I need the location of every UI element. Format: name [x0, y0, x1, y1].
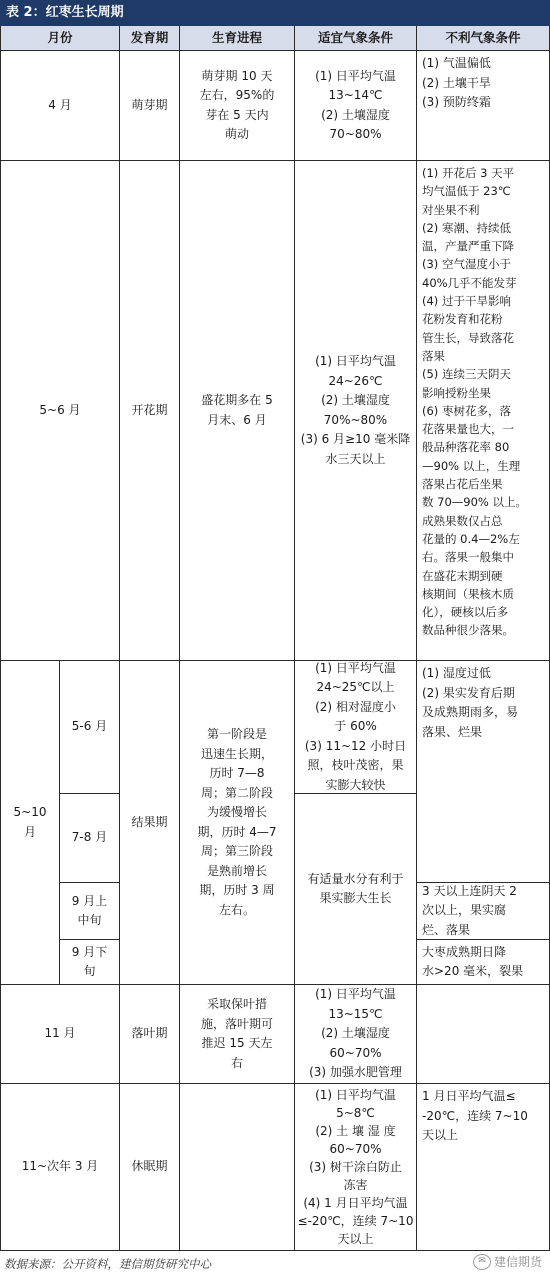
- text-line: 及成熟期雨多，易: [422, 705, 519, 719]
- suitable-cell: [295, 51, 417, 161]
- source-note: 数据来源：公开资料，建信期货研究中心: [4, 1257, 211, 1271]
- text-line: 水三天以上: [325, 451, 386, 466]
- sub-month-cell: [60, 883, 120, 940]
- stage-cell: 开花期: [120, 161, 180, 661]
- month-cell: 11 月: [0, 985, 120, 1084]
- text-line: 历时 7—8: [209, 766, 265, 780]
- text-line: -20℃，连续 7~10: [422, 1108, 528, 1123]
- text-line: 实膨大较快: [325, 777, 386, 792]
- text-line: 中旬: [77, 913, 102, 927]
- growth-cycle-table: [0, 26, 550, 1251]
- brand-logo: [473, 1253, 542, 1270]
- text-line: (4) 过于干旱影响: [422, 294, 511, 309]
- text-line: 右: [230, 1055, 243, 1070]
- text-line: 落果占花后坐果: [422, 477, 503, 492]
- month-cell: 5~6 月: [0, 161, 120, 661]
- text-line: (5) 连续三天阴天: [422, 367, 511, 382]
- text-line: 13~14℃: [328, 88, 383, 102]
- suitable-cell: [295, 661, 417, 794]
- header-stage: 发育期: [120, 26, 180, 51]
- adverse-cell: [417, 1084, 550, 1251]
- text-line: 左右。: [218, 902, 255, 917]
- text-line: 推迟 15 天左: [201, 1036, 273, 1050]
- text-line: —90% 以上，生理: [422, 458, 521, 473]
- progress-cell: [180, 51, 295, 161]
- text-line: (1) 日平均气温: [315, 354, 396, 368]
- text-line: 对坐果不利: [422, 202, 480, 217]
- text-line: 成熟果数仅占总: [422, 513, 503, 528]
- text-line: (3) 树干涂白防止: [309, 1160, 402, 1174]
- text-line: 24~25℃以上: [316, 680, 395, 695]
- header-month: 月份: [0, 26, 120, 51]
- text-line: (2) 相对湿度小: [315, 699, 396, 714]
- adverse-cell: [417, 51, 550, 161]
- text-line: 迅速生长期，: [200, 746, 273, 761]
- text-line: 70~80%: [329, 127, 382, 141]
- text-line: 60~70%: [329, 1045, 382, 1060]
- stage-cell: 休眠期: [120, 1084, 180, 1251]
- text-line: ≤-20℃，连续 7~10: [297, 1214, 414, 1228]
- text-line: 有适量水分有利于: [307, 871, 404, 886]
- text-line: 核期间（果核木质: [422, 586, 514, 601]
- text-line: 3 天以上连阴天 2: [422, 883, 517, 898]
- text-line: (2) 土壤湿度: [321, 393, 390, 407]
- text-line: 40%几乎不能发芽: [422, 275, 517, 290]
- text-line: 是熟前增长: [206, 863, 267, 878]
- adverse-cell: [417, 661, 550, 883]
- text-line: 管生长，导致落花: [422, 330, 514, 345]
- text-line: 周；第三阶段: [200, 844, 273, 858]
- header-progress: 生育进程: [180, 26, 295, 51]
- text-line: (2) 土 壤 湿 度: [315, 1124, 396, 1138]
- text-line: 水>20 毫米，裂果: [422, 964, 524, 978]
- table-title: 表 2：红枣生长周期: [0, 0, 550, 26]
- text-line: 左右，95%的: [199, 88, 275, 102]
- text-line: 9 月上: [71, 893, 108, 908]
- text-line: (4) 1 月日平均气温: [303, 1196, 408, 1210]
- text-line: (2) 寒潮、持续低: [422, 220, 511, 235]
- suitable-cell: [295, 161, 417, 661]
- text-line: 般品种落花率 80: [422, 440, 510, 455]
- text-line: (3) 预防终霜: [422, 95, 491, 109]
- suitable-cell: [295, 985, 417, 1084]
- text-line: 均气温低于 23℃: [422, 184, 511, 199]
- text-line: 萌动: [224, 127, 249, 141]
- progress-cell: [180, 985, 295, 1084]
- text-line: (2) 土壤干旱: [422, 75, 491, 90]
- text-line: (1) 日平均气温: [315, 68, 396, 83]
- text-line: (1) 日平均气温: [315, 987, 396, 1002]
- brand-logo-text: 建信期货: [493, 1255, 542, 1269]
- text-line: 月末、6 月: [207, 412, 267, 427]
- stage-cell: 萌芽期: [120, 51, 180, 161]
- text-line: 落果: [422, 348, 445, 363]
- text-line: 天以上: [337, 1232, 374, 1246]
- month-cell: 11~次年 3 月: [0, 1084, 120, 1251]
- suitable-cell: [295, 1084, 417, 1251]
- text-line: 花量的 0.4—2%左: [422, 531, 520, 546]
- stage-cell: 落叶期: [120, 985, 180, 1084]
- header-suitable: 适宜气象条件: [295, 26, 417, 51]
- text-line: 大枣成熟期日降: [422, 944, 507, 959]
- text-line: 施，落叶期可: [200, 1016, 273, 1031]
- text-line: 60~70%: [329, 1142, 382, 1156]
- text-line: (3) 11~12 小时日: [304, 738, 407, 753]
- text-line: 果实膨大生长: [319, 891, 392, 905]
- text-line: (6) 枣树花多，落: [422, 403, 511, 418]
- wechat-icon: ✉: [473, 1254, 491, 1270]
- text-line: (1) 日平均气温: [315, 660, 396, 675]
- month-cell: [0, 661, 60, 985]
- text-line: 天以上: [422, 1128, 459, 1142]
- text-line: 期，历时 4—7: [197, 824, 277, 839]
- text-line: 影响授粉坐果: [422, 385, 491, 400]
- text-line: 13~15℃: [328, 1006, 383, 1021]
- text-line: 在盛花末期到硬: [422, 568, 503, 583]
- text-line: (1) 日平均气温: [315, 1088, 396, 1102]
- adverse-cell: [417, 940, 550, 985]
- text-line: 冻害: [343, 1178, 368, 1192]
- text-line: 5~10: [13, 805, 47, 819]
- text-line: 采取保叶措: [206, 997, 267, 1011]
- text-line: 周；第二阶段: [200, 785, 273, 800]
- sub-month-cell: [60, 940, 120, 985]
- text-line: (2) 土壤湿度: [321, 1026, 390, 1041]
- adverse-cell: [417, 161, 550, 661]
- text-line: 次以上，果实腐: [422, 903, 507, 918]
- text-line: 5~8℃: [336, 1106, 375, 1120]
- text-line: (1) 气温偏低: [422, 56, 491, 70]
- suitable-cell: [295, 794, 417, 985]
- text-line: 月: [23, 824, 36, 839]
- adverse-cell-empty: [417, 985, 550, 1084]
- text-line: 第一阶段是: [206, 727, 267, 741]
- text-line: (3) 空气湿度小于: [422, 257, 511, 272]
- text-line: 落果、烂果: [422, 724, 483, 739]
- text-line: 于 60%: [334, 719, 377, 734]
- text-line: 右。落果一般集中: [422, 550, 514, 565]
- stage-cell: 结果期: [120, 661, 180, 985]
- text-line: 花落果量也大，一: [422, 422, 514, 437]
- sub-month-cell: 5-6 月: [60, 661, 120, 794]
- month-cell: 4 月: [0, 51, 120, 161]
- text-line: (3) 加强水肥管理: [309, 1065, 402, 1080]
- text-line: 9 月下: [71, 944, 108, 959]
- text-line: 萌芽期 10 天: [201, 68, 273, 83]
- text-line: 化），硬核以后多: [422, 605, 509, 620]
- text-line: (1) 湿度过低: [422, 666, 491, 680]
- sub-month-cell: 7-8 月: [60, 794, 120, 883]
- text-line: 盛花期多在 5: [201, 393, 273, 407]
- progress-cell-empty: [180, 1084, 295, 1251]
- text-line: 数 70—90% 以上。: [422, 495, 528, 510]
- text-line: 旬: [83, 964, 96, 978]
- text-line: (2) 土壤湿度: [321, 107, 390, 122]
- text-line: 1 月日平均气温≤: [422, 1089, 516, 1103]
- text-line: 温，产量严重下降: [422, 239, 514, 254]
- text-line: (3) 6 月≥10 毫米降: [300, 432, 411, 446]
- text-line: 为缓慢增长: [206, 805, 267, 819]
- text-line: 照，枝叶茂密，果: [307, 758, 404, 773]
- text-line: (1) 开花后 3 天平: [422, 166, 515, 180]
- progress-cell: [180, 661, 295, 985]
- text-line: 烂、落果: [422, 922, 471, 937]
- text-line: (2) 果实发育后期: [422, 685, 515, 700]
- text-line: 芽在 5 天内: [205, 107, 269, 122]
- text-line: 期，历时 3 周: [199, 883, 275, 897]
- progress-cell: [180, 161, 295, 661]
- text-line: 花粉发育和花粉: [422, 312, 503, 327]
- text-line: 70%~80%: [323, 412, 388, 427]
- header-adverse: 不利气象条件: [417, 26, 550, 51]
- text-line: 数品种很少落果。: [422, 623, 514, 638]
- text-line: 24~26℃: [328, 373, 383, 388]
- adverse-cell: [417, 883, 550, 940]
